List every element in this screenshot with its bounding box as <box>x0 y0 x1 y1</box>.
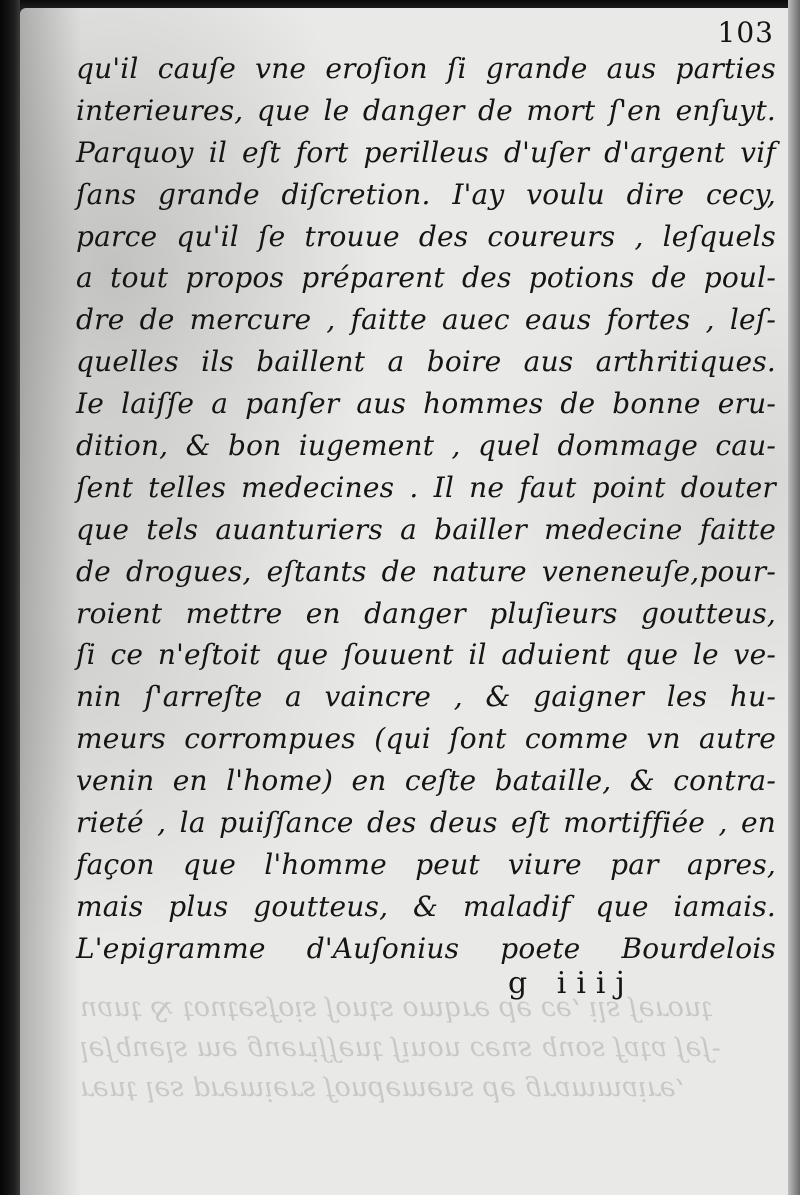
page-number: 103 <box>717 16 774 49</box>
text-line: ſans grande diſcretion. I'ay voulu dire cecy, <box>76 177 776 211</box>
text-line: dition, & bon iugement , quel dommage cau- <box>76 429 776 463</box>
bleed-line: uant & toutesfois ſonts ombre de ce, ils ſeront <box>80 995 713 1026</box>
scan-right-edge <box>788 0 800 1195</box>
bleed-line: rent les premiers fondemens de grammaire, <box>80 1075 685 1106</box>
text-line: dre de mercure , faitte auec eaus fortes , leſ- <box>76 303 776 337</box>
book-gutter-shadow <box>0 0 20 1195</box>
text-line: mais plus goutteus, & maladif que iamais. <box>76 889 776 923</box>
text-line: Ie laiſſe a panſer aus hommes de bonne eru- <box>76 387 776 421</box>
text-line: L'epigramme d'Auſonius poete Bourdelois <box>76 931 776 965</box>
text-line: ſi ce n'eſtoit que ſouuent il aduient que le ve- <box>76 638 776 672</box>
text-line: de drogues, eſtants de nature veneneuſe,pour- <box>76 554 776 588</box>
signature-mark: g iiij <box>508 966 635 1001</box>
bleed-line: leſquels me gueriſſent ſinon ceus quos fata ſeſ- <box>80 1035 721 1066</box>
text-line: que tels auanturiers a bailler medecine faitte <box>76 512 776 546</box>
text-line: rieté , la puiſſance des deus eſt mortiffiée , en <box>76 806 776 840</box>
text-line: interieures, que le danger de mort ſ'en enſuyt. <box>76 93 776 127</box>
text-line: roient mettre en danger pluſieurs goutteus, <box>76 596 776 630</box>
body-text <box>76 48 776 970</box>
text-line: venin en l'home) en ceſte bataille, & contra- <box>76 764 776 798</box>
text-line: façon que l'homme peut viure par apres, <box>76 847 776 881</box>
text-line: quelles ils baillent a boire aus arthritiques. <box>76 345 776 379</box>
text-line: parce qu'il ſe trouue des coureurs , leſquels <box>76 219 776 253</box>
text-line: nin ſ'arreſte a vaincre , & gaigner les hu- <box>76 680 776 714</box>
bleed-through-text <box>80 990 760 1110</box>
text-line: Parquoy il eſt fort perilleus d'uſer d'argent vif <box>76 135 776 169</box>
text-line: a tout propos préparent des potions de poul- <box>76 261 776 295</box>
text-line: qu'il cauſe vne eroſion ſi grande aus parties <box>76 52 776 85</box>
text-line: meurs corrompues (qui ſont comme vn autre <box>76 722 776 756</box>
text-line: ſent telles medecines . Il ne faut point douter <box>76 470 776 504</box>
